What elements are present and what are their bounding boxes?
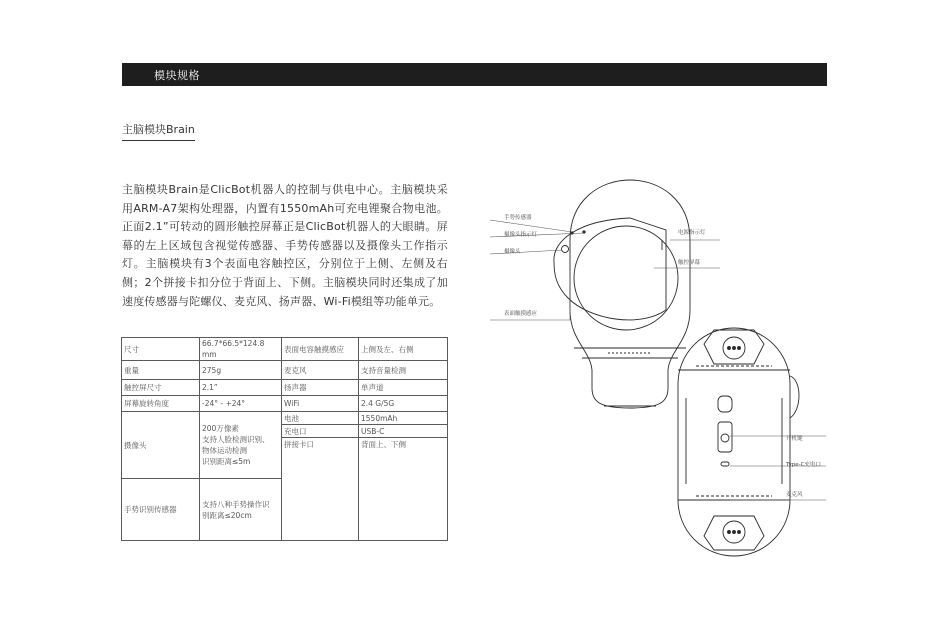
spec-label: 拼接卡口: [284, 440, 314, 449]
callout-camera-indicator: 摄像头指示灯: [504, 232, 538, 238]
callout-camera: 摄像头: [504, 249, 521, 255]
spec-label: 充电口: [282, 425, 358, 438]
callout-power-indicator: 电源指示灯: [678, 230, 706, 236]
power-button-shape: [718, 396, 732, 412]
spec-value-gesture: [200, 479, 282, 541]
spec-label: 重量: [122, 361, 200, 380]
camera-lens: [562, 246, 569, 253]
callout-typec-port: Type-C充电口: [786, 462, 821, 468]
spec-value: 单声道: [359, 380, 448, 396]
spec-value-stack: [359, 412, 448, 541]
bottom-clip: [704, 516, 764, 550]
camera-line: 支持人脸检测识别、: [202, 435, 270, 444]
camera-line: 识别距离≤5m: [202, 457, 251, 466]
camera-line: 物体运动检测: [202, 446, 247, 455]
spec-value: 1550mAh: [359, 412, 447, 425]
spec-label: WiFi: [282, 396, 359, 412]
top-clip: [704, 330, 764, 364]
diagram-drawing: [490, 170, 830, 570]
back-shell: [678, 328, 790, 556]
callout-gesture-sensor: 手势传感器: [504, 215, 532, 221]
camera-line: 200万像素: [202, 424, 239, 433]
header-bar: [122, 63, 827, 86]
callout-microphone: 麦克风: [786, 492, 803, 498]
table-row: [122, 361, 448, 380]
spec-label-stack: [282, 412, 359, 541]
table-row: [122, 380, 448, 396]
spec-value: 上侧及左、右侧: [359, 338, 448, 361]
callout-power-key: 开机键: [786, 436, 803, 442]
spec-value: 2.4 G/5G: [359, 396, 448, 412]
table-row: [122, 396, 448, 412]
table-row: [122, 338, 448, 361]
spec-value: 支持音量检测: [359, 361, 448, 380]
spec-value: 275g: [200, 361, 282, 380]
gesture-line: 别距离≤20cm: [202, 510, 252, 520]
spec-value: USB-C: [359, 425, 447, 438]
callout-touch-screen: 触控屏幕: [678, 260, 701, 266]
spec-table: [121, 337, 448, 541]
spec-label: 屏幕旋转角度: [122, 396, 200, 412]
spec-value: 背面上、下侧: [361, 440, 406, 449]
spec-label: 电池: [282, 412, 358, 425]
front-shell: [570, 180, 690, 408]
section-title: 主脑模块Brain: [122, 121, 195, 141]
module-description: 主脑模块Brain是ClicBot机器人的控制与供电中心。主脑模块采用ARM-A7架构处理器，内置有1550mAh可充电锂聚合物电池。正面2.1”可转动的圆形触控屏幕正是ClicBot机器人的大眼睛。屏幕的左上区域包含视觉传感器、手势传感器以及摄像头工作指示灯。主脑模块有3个表面电容触控区，分别位于上侧、左侧及右侧；2个拼接卡扣分位于背面上、下侧。主脑模块同时还集成了加速度传感器与陀螺仪、麦克风、扬声器、Wi-Fi模组等功能单元。: [122, 183, 448, 308]
gesture-line: 支持八种手势操作识: [202, 499, 270, 509]
spec-value: -24° - +24°: [200, 396, 282, 412]
table-row: [122, 412, 448, 479]
header-title: 模块规格: [154, 69, 200, 82]
spec-label: 表面电容触摸感应: [282, 338, 359, 361]
spec-value-camera: [200, 412, 282, 479]
spec-label: 扬声器: [282, 380, 359, 396]
spec-label: 手势识别传感器: [122, 479, 200, 541]
brain-module-diagram: [490, 170, 830, 570]
spec-label: 摄像头: [122, 412, 200, 479]
spec-value: 2.1”: [200, 380, 282, 396]
spec-label: 尺寸: [122, 338, 200, 361]
callout-surface-touch: 表面触摸感应: [504, 311, 538, 317]
spec-value: 66.7*66.5*124.8 mm: [200, 338, 282, 361]
spec-label: 触控屏尺寸: [122, 380, 200, 396]
spec-label: 麦克风: [282, 361, 359, 380]
